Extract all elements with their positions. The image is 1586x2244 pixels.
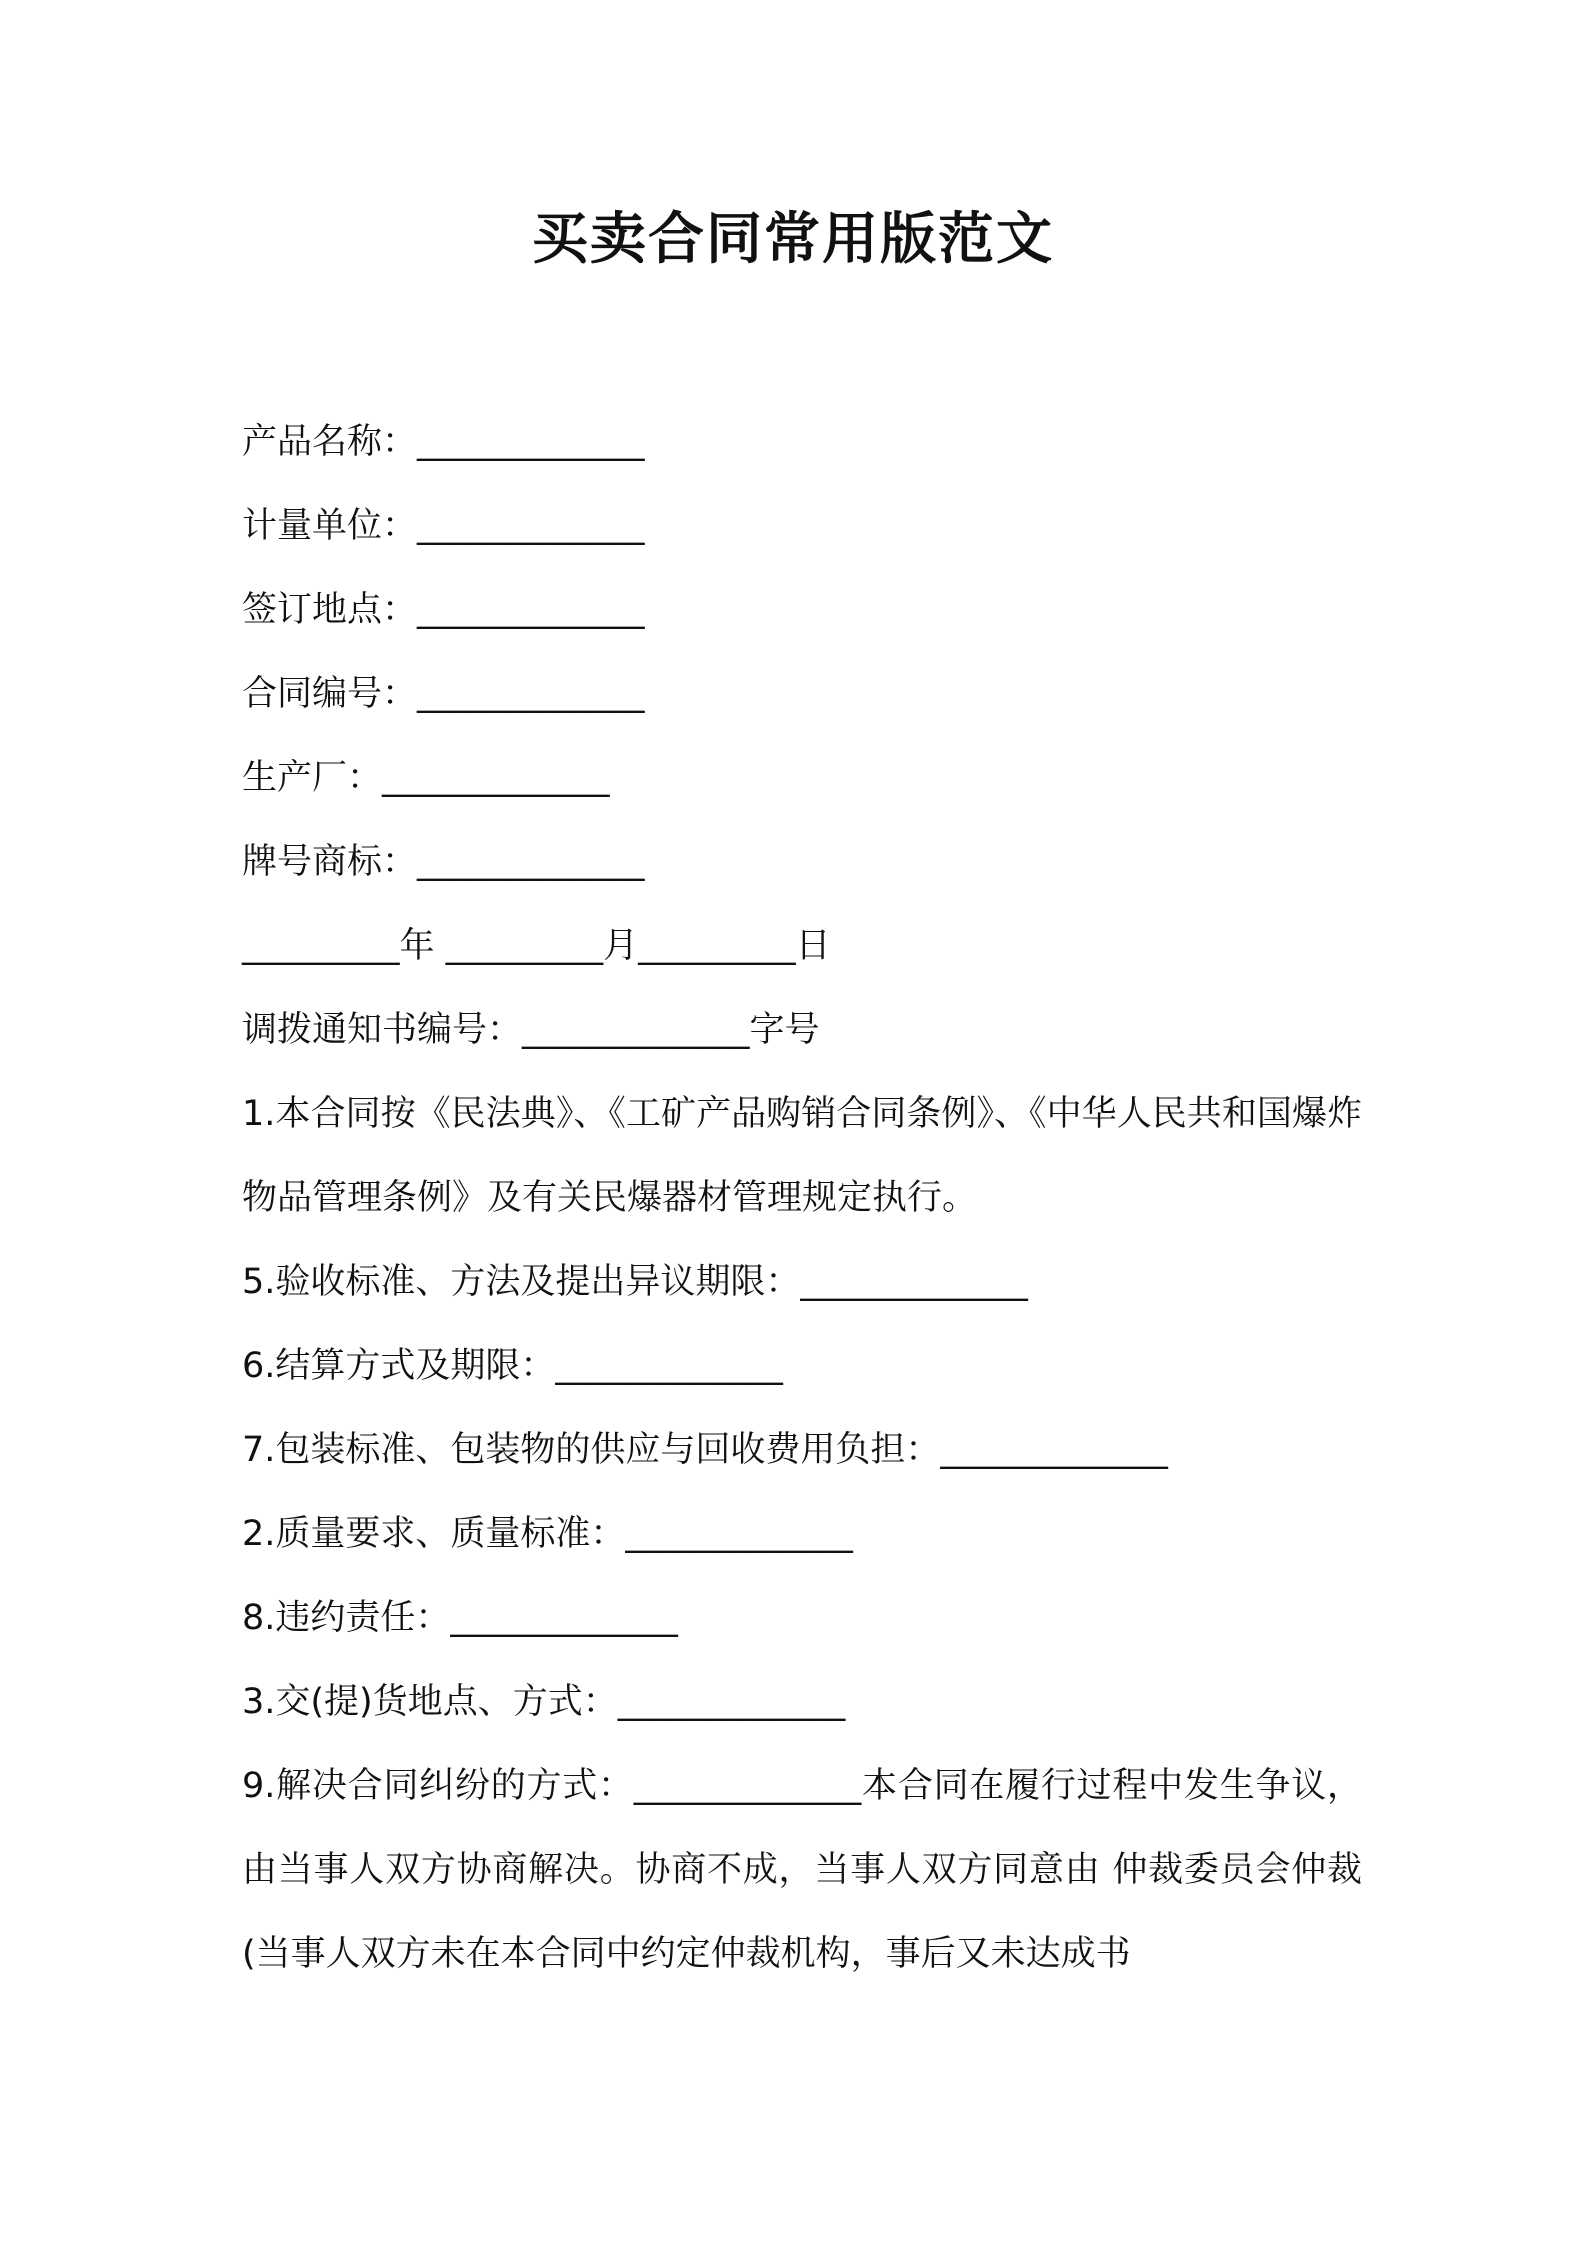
document-title: 买卖合同常用版范文: [532, 207, 1054, 272]
clause-3: 3.交(提)货地点、方式：_____________: [242, 1682, 846, 1722]
document-body: [242, 400, 1362, 1996]
clause-5: 5.验收标准、方法及提出异议期限：_____________: [242, 1262, 1028, 1302]
clause-8: 8.违约责任：_____________: [242, 1598, 678, 1638]
clause-7: 7.包装标准、包装物的供应与回收费用负担：_____________: [242, 1430, 1168, 1470]
field-brand-trademark: 牌号商标：_____________: [242, 842, 645, 882]
field-unit: 计量单位：_____________: [242, 506, 645, 546]
clause-9: 9.解决合同纠纷的方式：_____________本合同在履行过程中发生争议，由当事人双方协商解决。协商不成，当事人双方同意由 仲裁委员会仲裁(当事人双方未在本合同中约定仲裁机构，事后又未达成书: [242, 1766, 1362, 1974]
field-allocation-notice-number: 调拨通知书编号：_____________字号: [242, 1010, 820, 1050]
field-sign-place: 签订地点：_____________: [242, 590, 645, 630]
clause-6: 6.结算方式及期限：_____________: [242, 1346, 783, 1386]
clause-1: 1.本合同按《民法典》、《工矿产品购销合同条例》、《中华人民共和国爆炸物品管理条例》及有关民爆器材管理规定执行。: [242, 1094, 1362, 1218]
field-contract-number: 合同编号：_____________: [242, 674, 645, 714]
clause-2: 2.质量要求、质量标准：_____________: [242, 1514, 853, 1554]
field-product-name: 产品名称：_____________: [242, 422, 645, 462]
field-manufacturer: 生产厂：_____________: [242, 758, 610, 798]
field-date: _________年 _________月_________日: [242, 926, 831, 966]
